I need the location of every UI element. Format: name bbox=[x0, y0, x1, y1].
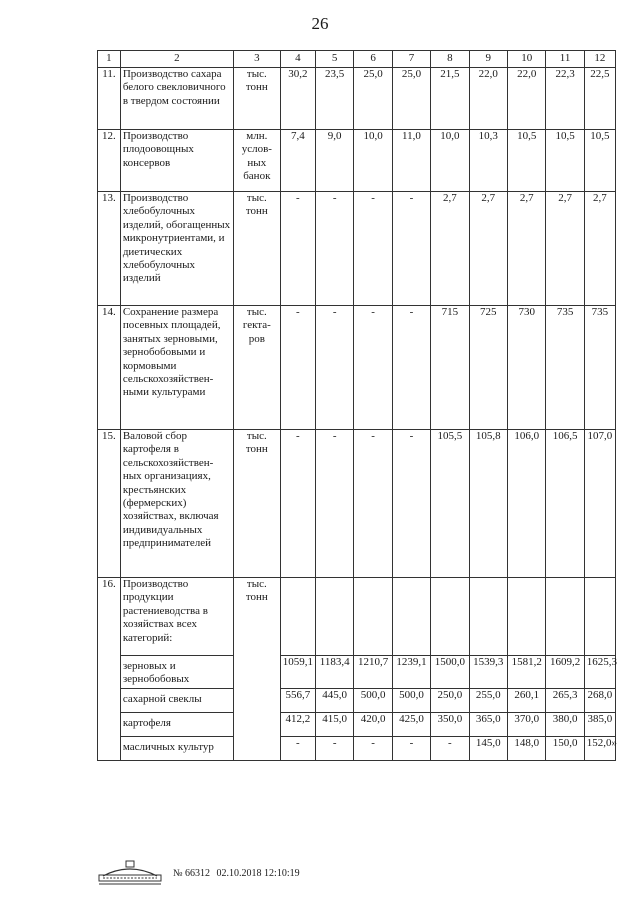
table-body bbox=[98, 51, 616, 761]
subitem-name: зерновых и зернобобовых bbox=[120, 656, 233, 689]
indicator-name: Валовой сбор картофеля в сельскохозяйствен-ных организациях, крестьянских (фермерских) хозяйствах, включая индивидуальных предпринимателей bbox=[120, 430, 233, 578]
value-cell: - bbox=[280, 737, 315, 761]
value-cell: 556,7 bbox=[280, 689, 315, 713]
subitem-name: сахарной свеклы bbox=[120, 689, 233, 713]
row-number: 15. bbox=[98, 430, 121, 578]
empty-cell bbox=[280, 578, 315, 656]
value-cell: 735 bbox=[584, 306, 615, 430]
value-cell: - bbox=[392, 192, 430, 306]
value-cell: 2,7 bbox=[507, 192, 545, 306]
col-header: 7 bbox=[392, 51, 430, 68]
value-cell: - bbox=[354, 306, 392, 430]
row-number: 16. bbox=[98, 578, 121, 761]
value-cell: 105,8 bbox=[469, 430, 507, 578]
registry-stamp-icon bbox=[95, 860, 165, 888]
value-cell: 11,0 bbox=[392, 130, 430, 192]
table-row bbox=[98, 689, 616, 713]
value-cell: 10,0 bbox=[354, 130, 392, 192]
value-cell: 10,5 bbox=[507, 130, 545, 192]
value-cell: 725 bbox=[469, 306, 507, 430]
value-cell: 22,0 bbox=[507, 68, 545, 130]
value-cell: 106,5 bbox=[546, 430, 584, 578]
value-cell: - bbox=[280, 192, 315, 306]
value-cell: - bbox=[315, 306, 353, 430]
row-number: 12. bbox=[98, 130, 121, 192]
empty-cell bbox=[315, 578, 353, 656]
value-cell: 21,5 bbox=[431, 68, 469, 130]
value-cell: 1581,2 bbox=[507, 656, 545, 689]
value-cell: 268,0 bbox=[584, 689, 615, 713]
value-cell: 2,7 bbox=[469, 192, 507, 306]
unit-cell: млн. услов-ных банок bbox=[233, 130, 280, 192]
value-cell: 715 bbox=[431, 306, 469, 430]
value-cell: 420,0 bbox=[354, 713, 392, 737]
col-header: 6 bbox=[354, 51, 392, 68]
empty-cell bbox=[546, 578, 584, 656]
value-cell: 9,0 bbox=[315, 130, 353, 192]
value-cell: - bbox=[354, 430, 392, 578]
row-number: 13. bbox=[98, 192, 121, 306]
unit-cell: тыс. тонн bbox=[233, 578, 280, 761]
value-cell: 152,0» bbox=[584, 737, 615, 761]
col-header: 4 bbox=[280, 51, 315, 68]
value-cell: - bbox=[315, 430, 353, 578]
value-cell: 10,0 bbox=[431, 130, 469, 192]
value-cell: 425,0 bbox=[392, 713, 430, 737]
value-cell: 2,7 bbox=[584, 192, 615, 306]
value-cell: 1183,4 bbox=[315, 656, 353, 689]
value-cell: - bbox=[280, 306, 315, 430]
value-cell: 107,0 bbox=[584, 430, 615, 578]
indicators-table bbox=[97, 50, 616, 761]
value-cell: 260,1 bbox=[507, 689, 545, 713]
value-cell: 145,0 bbox=[469, 737, 507, 761]
value-cell: 500,0 bbox=[354, 689, 392, 713]
value-cell: 2,7 bbox=[431, 192, 469, 306]
value-cell: 23,5 bbox=[315, 68, 353, 130]
col-header: 8 bbox=[431, 51, 469, 68]
indicator-name: Производство хлебобулочных изделий, обогащенных микронутриентами, и диетических хлебобулочных изделий bbox=[120, 192, 233, 306]
footer bbox=[95, 860, 395, 890]
value-cell: 255,0 bbox=[469, 689, 507, 713]
unit-cell: тыс. тонн bbox=[233, 192, 280, 306]
value-cell: 22,3 bbox=[546, 68, 584, 130]
empty-cell bbox=[431, 578, 469, 656]
indicator-name: Производство продукции растениеводства в хозяйствах всех категорий: bbox=[120, 578, 233, 656]
value-cell: 22,5 bbox=[584, 68, 615, 130]
subitem-name: масличных культур bbox=[120, 737, 233, 761]
col-header: 9 bbox=[469, 51, 507, 68]
empty-cell bbox=[507, 578, 545, 656]
table-row bbox=[98, 68, 616, 130]
value-cell: 1059,1 bbox=[280, 656, 315, 689]
row-number: 11. bbox=[98, 68, 121, 130]
row-number: 14. bbox=[98, 306, 121, 430]
value-cell: 150,0 bbox=[546, 737, 584, 761]
col-header: 11 bbox=[546, 51, 584, 68]
value-cell: 1609,2 bbox=[546, 656, 584, 689]
value-cell: 22,0 bbox=[469, 68, 507, 130]
value-cell: 445,0 bbox=[315, 689, 353, 713]
value-cell: 106,0 bbox=[507, 430, 545, 578]
value-cell: 250,0 bbox=[431, 689, 469, 713]
value-cell: 7,4 bbox=[280, 130, 315, 192]
value-cell: 1539,3 bbox=[469, 656, 507, 689]
value-cell: 30,2 bbox=[280, 68, 315, 130]
value-cell: - bbox=[392, 306, 430, 430]
value-cell: 1239,1 bbox=[392, 656, 430, 689]
empty-cell bbox=[584, 578, 615, 656]
table-row bbox=[98, 713, 616, 737]
value-cell: 265,3 bbox=[546, 689, 584, 713]
value-cell: 1625,3 bbox=[584, 656, 615, 689]
doc-datetime: 02.10.2018 12:10:19 bbox=[216, 868, 300, 879]
value-cell: 10,5 bbox=[584, 130, 615, 192]
value-cell: - bbox=[354, 192, 392, 306]
empty-cell bbox=[354, 578, 392, 656]
value-cell: 370,0 bbox=[507, 713, 545, 737]
value-cell: 1500,0 bbox=[431, 656, 469, 689]
value-cell: - bbox=[315, 192, 353, 306]
value-cell: 380,0 bbox=[546, 713, 584, 737]
table-row bbox=[98, 306, 616, 430]
value-cell: 25,0 bbox=[354, 68, 392, 130]
value-cell: 730 bbox=[507, 306, 545, 430]
empty-cell bbox=[392, 578, 430, 656]
col-header: 12 bbox=[584, 51, 615, 68]
value-cell: - bbox=[431, 737, 469, 761]
value-cell: - bbox=[280, 430, 315, 578]
col-header: 2 bbox=[120, 51, 233, 68]
value-cell: 350,0 bbox=[431, 713, 469, 737]
value-cell: 385,0 bbox=[584, 713, 615, 737]
value-cell: 415,0 bbox=[315, 713, 353, 737]
table-row bbox=[98, 737, 616, 761]
subitem-name: картофеля bbox=[120, 713, 233, 737]
value-cell: 500,0 bbox=[392, 689, 430, 713]
header-row bbox=[98, 51, 616, 68]
value-cell: 2,7 bbox=[546, 192, 584, 306]
col-header: 1 bbox=[98, 51, 121, 68]
value-cell: - bbox=[315, 737, 353, 761]
page-number: 26 bbox=[311, 14, 329, 33]
unit-cell: тыс. тонн bbox=[233, 68, 280, 130]
table-row bbox=[98, 192, 616, 306]
value-cell: - bbox=[392, 430, 430, 578]
table-row bbox=[98, 578, 616, 656]
indicator-name: Сохранение размера посевных площадей, занятых зерновыми, зернобобовыми и кормовыми сельскохозяйствен-ными культурами bbox=[120, 306, 233, 430]
col-header: 10 bbox=[507, 51, 545, 68]
col-header: 5 bbox=[315, 51, 353, 68]
table-row bbox=[98, 430, 616, 578]
value-cell: 365,0 bbox=[469, 713, 507, 737]
value-cell: 148,0 bbox=[507, 737, 545, 761]
empty-cell bbox=[469, 578, 507, 656]
table-row bbox=[98, 656, 616, 689]
value-cell: 25,0 bbox=[392, 68, 430, 130]
value-cell: 10,3 bbox=[469, 130, 507, 192]
value-cell: - bbox=[354, 737, 392, 761]
value-cell: 412,2 bbox=[280, 713, 315, 737]
indicator-name: Производство плодоовощных консервов bbox=[120, 130, 233, 192]
unit-cell: тыс. гекта-ров bbox=[233, 306, 280, 430]
value-cell: 735 bbox=[546, 306, 584, 430]
value-cell: 10,5 bbox=[546, 130, 584, 192]
value-cell: 1210,7 bbox=[354, 656, 392, 689]
document-stamp-text bbox=[173, 868, 304, 879]
unit-cell: тыс. тонн bbox=[233, 430, 280, 578]
indicator-name: Производство сахара белого свекловичного в твердом состоянии bbox=[120, 68, 233, 130]
table-row bbox=[98, 130, 616, 192]
value-cell: - bbox=[392, 737, 430, 761]
value-cell: 105,5 bbox=[431, 430, 469, 578]
doc-number: № 66312 bbox=[173, 868, 211, 879]
col-header: 3 bbox=[233, 51, 280, 68]
